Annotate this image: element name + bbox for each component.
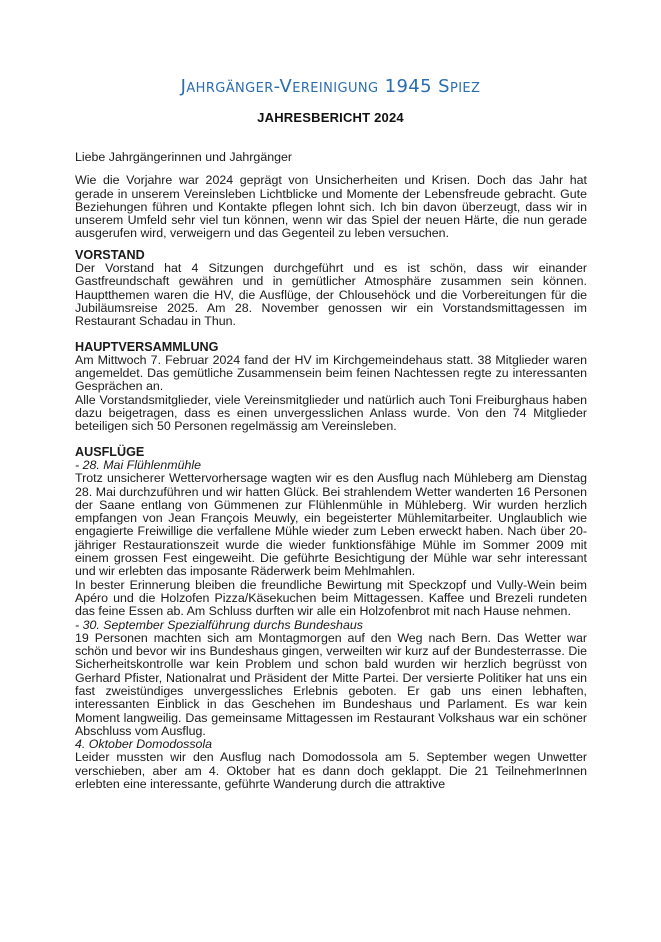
hv-paragraph-1: Am Mittwoch 7. Februar 2024 fand der HV im Kirchgemeindehaus statt. 38 Mitglieder waren angemeldet. Das gemütliche Zusammensein beim feinen Nachtessen regte zu interessanten Gesprächen an. xyxy=(75,352,587,394)
page-title: Jahrgänger-Vereinigung 1945 Spiez xyxy=(180,76,481,97)
vorstand-paragraph: Der Vorstand hat 4 Sitzungen durchgeführt und es ist schön, dass wir einander Gastfreundschaft gewähren und in gemütlicher Atmosphäre zusammen sein können. Hauptthemen waren die HV, die Ausflüge, der Chlousehöck und die Vorbereitungen für die Jubiläumsreise 2025. Am 28. November genossen wir ein Vorstandsmittagessen im Restaurant Schadau in Thun. xyxy=(75,261,587,329)
greeting: Liebe Jahrgängerinnen und Jahrgänger xyxy=(75,150,293,164)
intro-paragraph: Wie die Vorjahre war 2024 geprägt von Unsicherheiten und Krisen. Doch das Jahr hat gerade in unserem Vereinsleben Lichtblicke und Momente der Lebensfreude gebracht. Gute Beziehungen führen und Kontakte pflegen lohnt sich. Ich bin davon überzeugt, dass wir in unserem Umfeld sehr viel tun können, wenn wir das Spiel der neuen Härte, die nun gerade ausgerufen wird, verweigern und das Gegenteil zu leben versuchen. xyxy=(75,173,587,241)
section-heading-ausfluege: AUSFLÜGE xyxy=(75,444,145,459)
trip-2-title: - 30. September Spezialführung durchs Bundeshaus xyxy=(75,617,363,632)
report-body xyxy=(75,151,587,791)
trip-2-paragraph: 19 Personen machten sich am Montagmorgen auf den Weg nach Bern. Das Wetter war schön und bevor wir ins Bundeshaus gingen, verweilten wir kurz auf der Bundesterrasse. Die Sicherheitskontrolle war kein Problem und schon bald wurden wir herzlich begrüsst von Gerhard Pfister, Nationalrat und Präsident der Mitte Partei. Der versierte Politiker hat uns ein fast zweistündiges unvergessliches Erlebnis geboten. Er gab uns einen lebhaften, interessanten Einblick in das Geschehen im Bundeshaus und Parlament. Es war kein Moment langweilig. Das gemeinsame Mittagessen im Restaurant Volkshaus war ein schöner Abschluss vom Ausflug. xyxy=(75,630,587,738)
trip-1-title: - 28. Mai Flühlenmühle xyxy=(75,457,202,472)
trip-3-title: 4. Oktober Domodossola xyxy=(75,737,213,752)
hv-paragraph-2: Alle Vorstandsmitglieder, viele Vereinsmitglieder und natürlich auch Toni Freiburghaus haben dazu beigetragen, dass es einen unvergesslichen Anlass wurde. Von den 74 Mitglieder beteiligen sich 50 Personen regelmässig am Vereinsleben. xyxy=(75,392,587,434)
page-subtitle: JAHRESBERICHT 2024 xyxy=(257,110,404,125)
section-heading-hauptversammlung: HAUPTVERSAMMLUNG xyxy=(75,339,219,354)
section-heading-vorstand: VORSTAND xyxy=(75,247,145,262)
trip-3-paragraph: Leider mussten wir den Ausflug nach Domodossola am 5. September wegen Unwetter verschieben, aber am 4. Oktober hat es dann doch geklappt. Die 21 TeilnehmerInnen erlebten eine interessante, geführte Wanderung durch die attraktive xyxy=(75,750,587,792)
trip-1-paragraph-2: In bester Erinnerung bleiben die freundliche Bewirtung mit Speckzopf und Vully-Wein beim Apéro und die Holzofen Pizza/Käsekuchen beim Mittagessen. Kaffee und Brezeli rundeten das feine Essen ab. Am Schluss durften wir alle ein Holzofenbrot mit nach Hause nehmen. xyxy=(75,577,587,619)
trip-1-paragraph-1: Trotz unsicherer Wettervorhersage wagten wir es den Ausflug nach Mühleberg am Dienstag 28. Mai durchzuführen und wir hatten Glück. Bei strahlendem Wetter wanderten 16 Personen der Saane entlang von Gümmenen zur Flühlenmühle in Mühleberg. Wir wurden herzlich empfangen von Jean François Meuwly, ein begeisterter Mühlemitarbeiter. Unglaublich wie engagierte Freiwillige die verfallene Mühle wieder zum Leben erweckt haben. Nach über 20-jähriger Restaurationszeit wurde die wieder funktionsfähige Mühle im Sommer 2009 mit einem grossen Fest eingeweiht. Die geführte Besichtigung der Mühle war sehr interessant und wir erlebten das imposante Räderwerk beim Mehlmahlen. xyxy=(75,471,587,579)
